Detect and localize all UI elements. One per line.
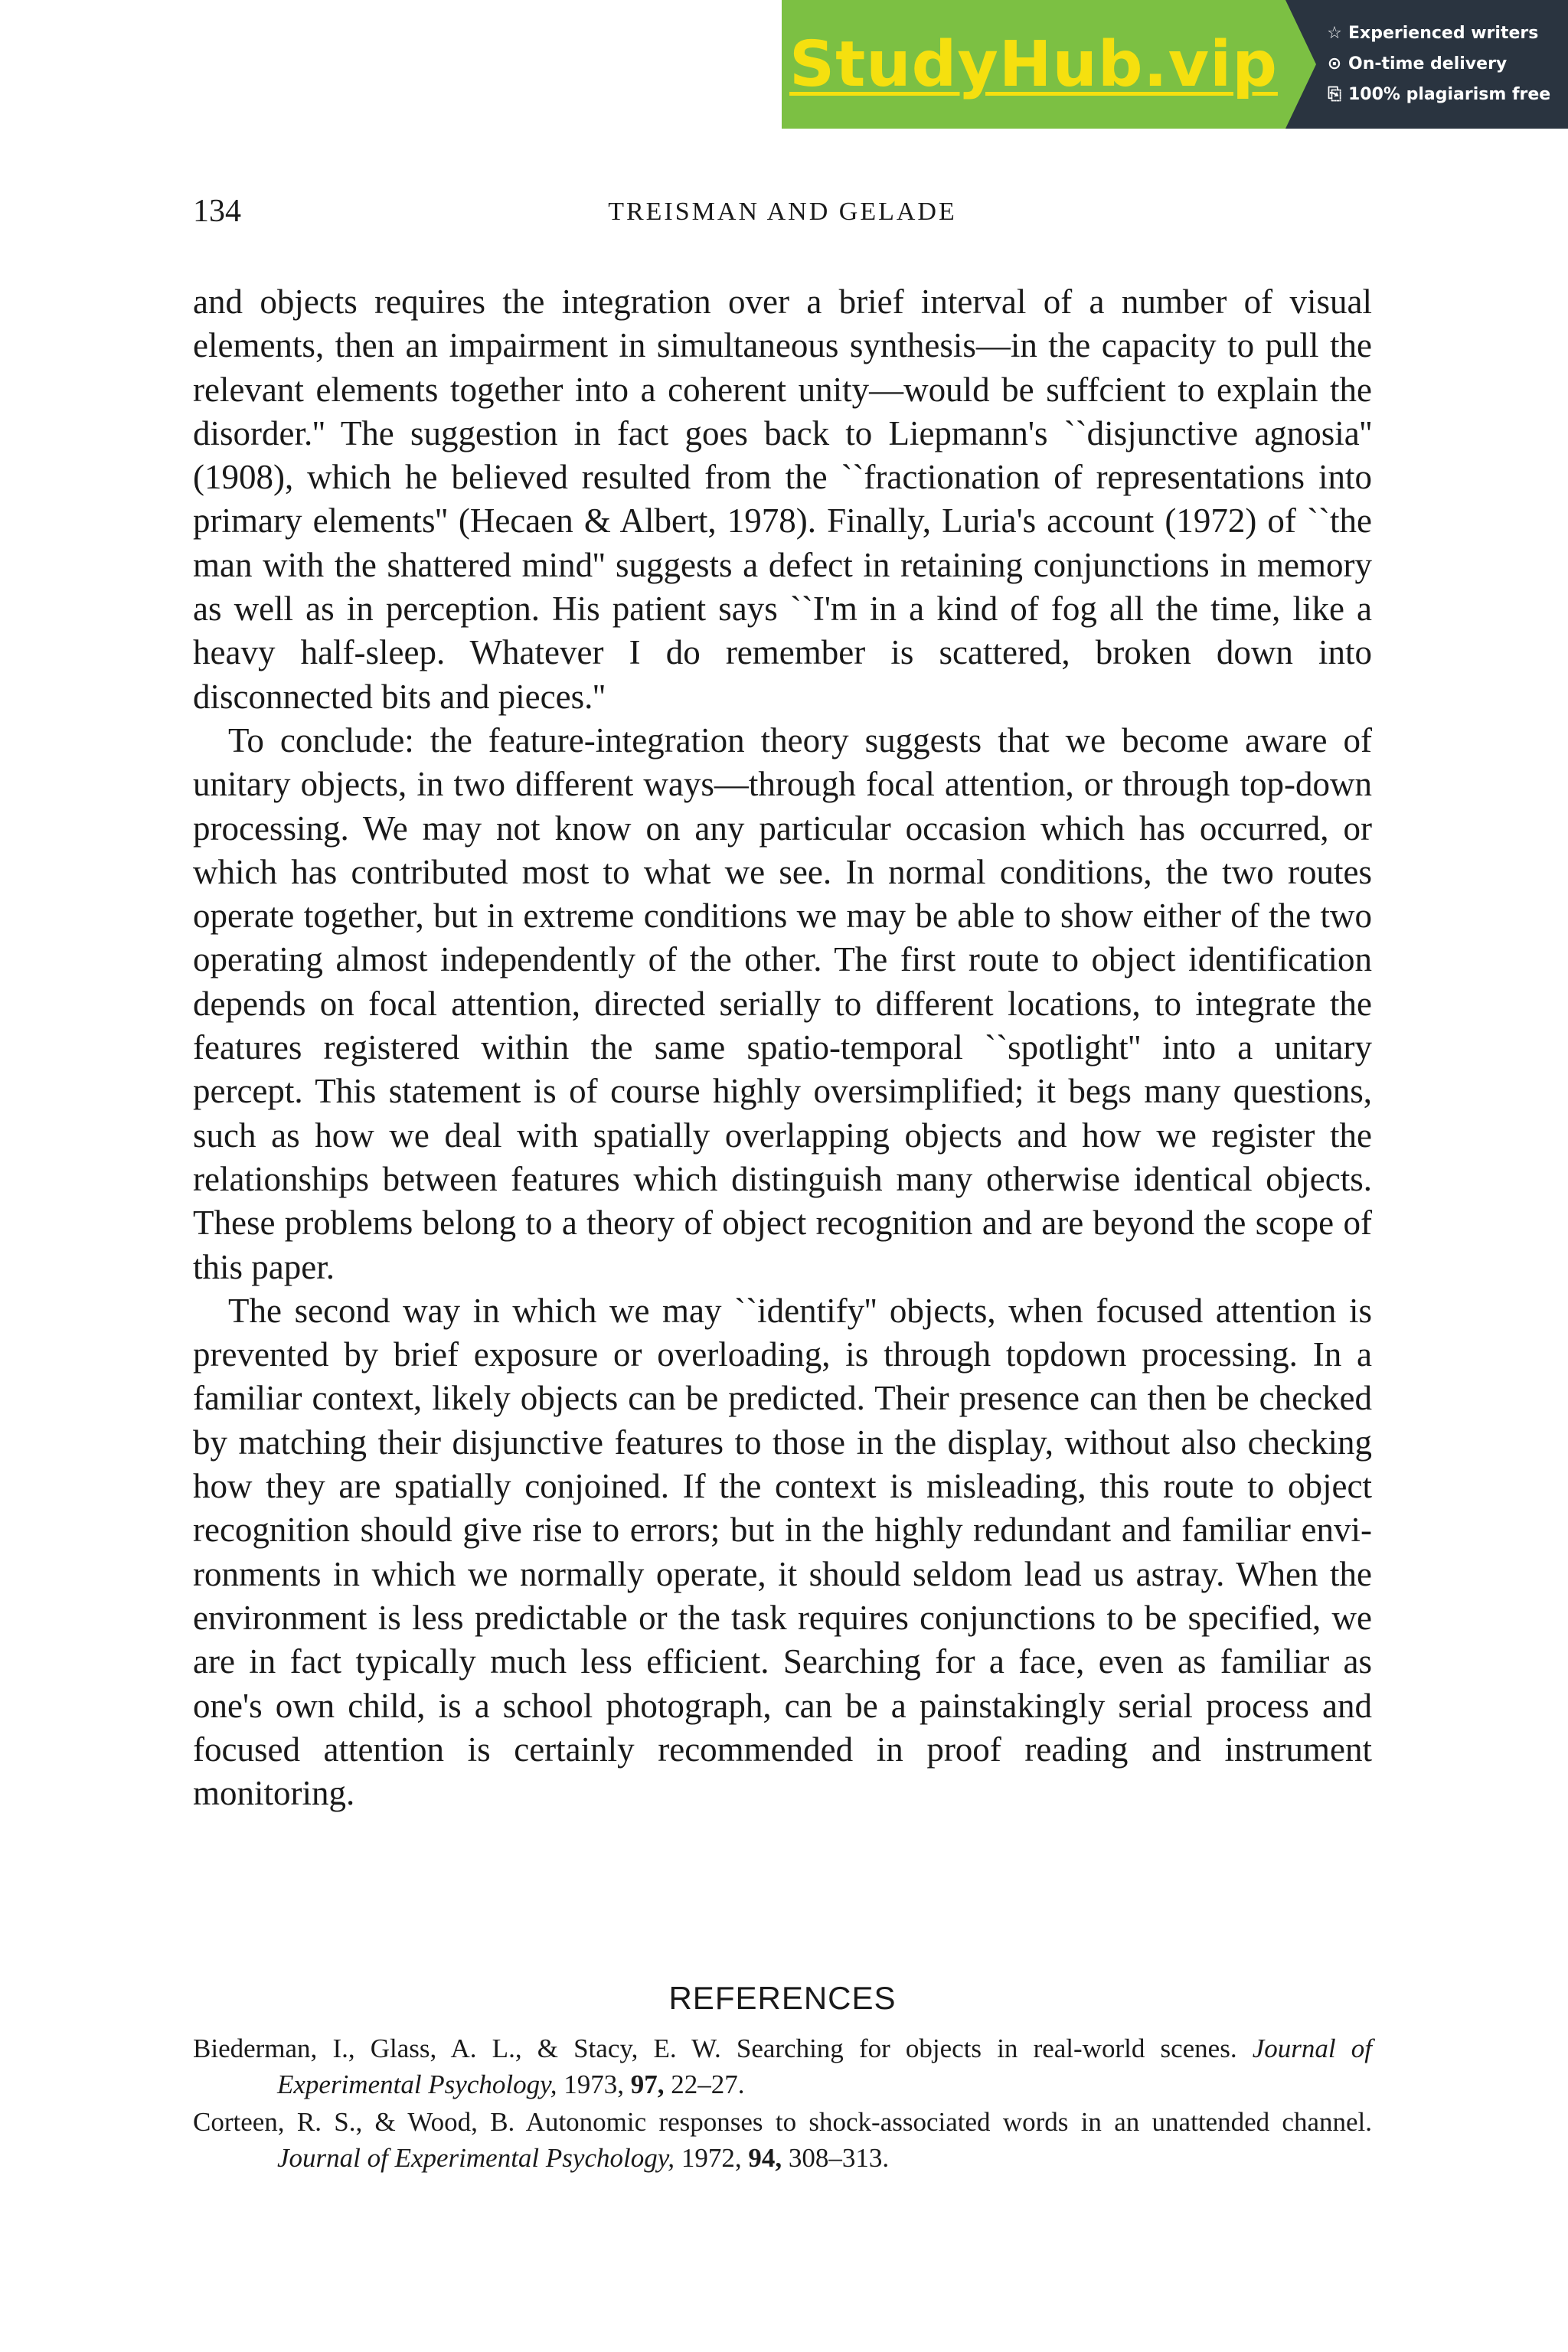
- reference-volume: 97,: [630, 2069, 665, 2099]
- feature-label: On-time delivery: [1348, 54, 1508, 74]
- document-check-icon: ⎘: [1328, 85, 1341, 104]
- banner-arrow-decoration: [1285, 0, 1316, 129]
- ad-banner[interactable]: [782, 0, 1568, 129]
- studyhub-logo[interactable]: StudyHub.vip: [789, 28, 1278, 101]
- running-head: TREISMAN AND GELADE: [608, 198, 957, 226]
- feature-label: Experienced writers: [1348, 24, 1539, 43]
- paragraph: The second way in which we may ``identify'' objects, when focused attention is prevented by brief exposure or overloading, is through topdown processing. In a familiar context, likely objects can be predicted. Their presence can then be checked by matching their disjunctive features to those in the display, without also checking how they are spatially conjoined. If the context is misleading, this route to object recognition should give rise to errors; but in the highly redundant and familiar environments in which we normally operate, it should seldom lead us astray. When the environment is less predictable or the task requires conjunctions to be specified, we are in fact typically much less efficient. Searching for a face, even as familiar as one's own child, is a school photograph, can be a painstakingly serial process and focused attention is certainly recommended in proof reading and instrument monitoring.: [193, 1291, 1372, 1813]
- reference-year: 1972,: [681, 2143, 742, 2173]
- references-heading: REFERENCES: [668, 1980, 897, 2016]
- reference-item: [193, 2030, 1372, 2102]
- feature-on-time-delivery: [1325, 49, 1568, 80]
- star-outline-icon: ☆: [1327, 24, 1342, 43]
- feature-plagiarism-free: [1325, 80, 1568, 110]
- reference-volume: 94,: [748, 2143, 782, 2173]
- reference-year: 1973,: [564, 2069, 624, 2099]
- reference-list: [193, 2030, 1372, 2177]
- clock-icon: ⊙: [1327, 54, 1342, 74]
- paragraph: and objects requires the integration over a brief interval of a number of visual elements, then an impairment in simultaneous synthesis—in the capacity to pull the relevant elements together into a coherent unity—would be suffcient to explain the disorder.'' The suggestion in fact goes back to Liepmann's ``disjunctive agnosia'' (1908), which he believed resulted from the ``fractionation of representations into primary elements'' (Hecaen & Albert, 1978). Finally, Luria's account (1972) of ``the man with the shattered mind'' suggests a defect in retaining conjunctions in memory as well as in perception. His patient says ``I'm in a kind of fog all the time, like a heavy half-sleep. Whatever I do remember is scattered, broken down into disconnected bits and pieces.'': [193, 283, 1372, 716]
- reference-authors: Corteen, R. S., & Wood, B. Autonomic responses to shock-associated words in an unattended channel.: [193, 2107, 1372, 2137]
- paragraph: To conclude: the feature-integration theory suggests that we become aware of unitary objects, in two different ways—through focal attention, or through top-down processing. We may not know on any particular occasion which has occurred, or which has contributed most to what we see. In normal conditions, the two routes operate together, but in extreme conditions we may be able to show either of the two operating almost independently of the other. The first route to object identification depends on focal attention, directed serially to different locations, to integrate the features registered within the same spatio-temporal ``spotlight'' into a unitary percept. This statement is of course highly oversimplified; it begs many questions, such as how we deal with spatially overlapping objects and how we register the relationships between features which distinguish many otherwise identical objects. These problems belong to a theory of object recognition and are beyond the scope of this paper.: [193, 720, 1372, 1286]
- body-text: [193, 280, 1372, 1815]
- page-number: 134: [193, 194, 241, 229]
- reference-item: [193, 2104, 1372, 2176]
- feature-label: 100% plagiarism free: [1348, 85, 1551, 104]
- reference-journal: Journal of Experimental Psychology,: [277, 2143, 675, 2173]
- reference-pages: 22–27.: [671, 2069, 745, 2099]
- reference-pages: 308–313.: [788, 2143, 890, 2173]
- banner-logo-area[interactable]: [782, 0, 1285, 129]
- reference-authors: Biederman, I., Glass, A. L., & Stacy, E. W. Searching for objects in real-world scenes.: [193, 2034, 1237, 2063]
- reference-journal: Journal of Experimental Psychology,: [277, 2034, 1373, 2099]
- banner-features[interactable]: [1285, 0, 1568, 129]
- page-header: [193, 193, 1372, 239]
- feature-experienced-writers: [1325, 18, 1568, 49]
